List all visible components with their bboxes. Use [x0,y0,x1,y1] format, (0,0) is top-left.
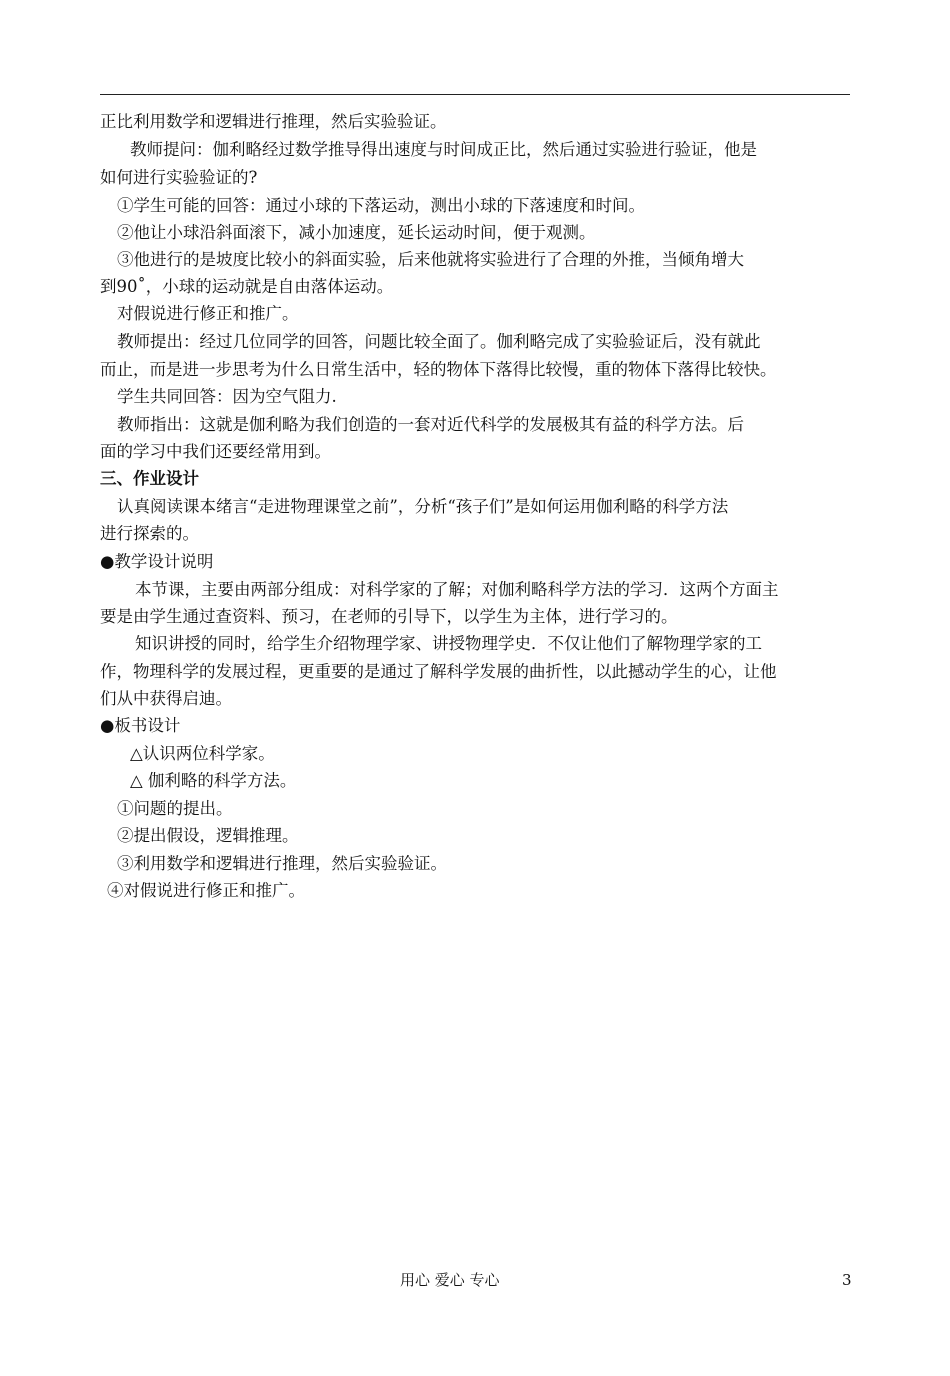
text-line: 正比利用数学和逻辑进行推理，然后实验验证。 [100,112,447,131]
text-line: 而止，而是进一步思考为什么日常生活中，轻的物体下落得比较慢，重的物体下落得比较快。 [100,360,777,379]
text-line: 对假说进行修正和推广。 [117,304,299,323]
text-line: ①学生可能的回答：通过小球的下落运动，测出小球的下落速度和时间。 [117,196,645,215]
text-line: 面的学习中我们还要经常用到。 [100,442,331,461]
text-line: 认真阅读课本绪言“走进物理课堂之前”，分析“孩子们”是如何运用伽利略的科学方法 [117,497,729,516]
text-line: ③他进行的是坡度比较小的斜面实验，后来他就将实验进行了合理的外推，当倾角增大 [117,250,744,269]
text-line: 到90˚，小球的运动就是自由落体运动。 [100,277,394,296]
footer-motto: 用心 爱心 专心 [400,1271,500,1289]
text-line: 教师提问：伽利略经过数学推导得出速度与时间成正比，然后通过实验进行验证，他是 [130,140,757,159]
text-line: 教师指出：这就是伽利略为我们创造的一套对近代科学的发展极其有益的科学方法。后 [117,415,744,434]
list-item: ④对假说进行修正和推广。 [107,881,305,900]
list-item: ③利用数学和逻辑进行推理，然后实验验证。 [117,854,447,873]
list-item: △ 伽利略的科学方法。 [130,771,297,790]
text-line: 们从中获得启迪。 [100,689,232,708]
page-number: 3 [842,1271,852,1289]
text-line: 知识讲授的同时，给学生介绍物理学家、讲授物理学史．不仅让他们了解物理学家的工 [135,634,762,653]
header-rule [100,94,850,95]
bullet-heading: ●板书设计 [100,716,181,735]
section-heading: 三、作业设计 [100,469,199,488]
list-item: ①问题的提出。 [117,799,233,818]
text-line: 要是由学生通过查资料、预习，在老师的引导下，以学生为主体，进行学习的。 [100,607,678,626]
text-line: 本节课，主要由两部分组成：对科学家的了解；对伽利略科学方法的学习．这两个方面主 [135,580,779,599]
text-line: 作，物理科学的发展过程，更重要的是通过了解科学发展的曲折性，以此撼动学生的心，让他 [100,662,777,681]
text-line: 学生共同回答：因为空气阻力. [117,387,337,406]
text-line: 教师提出：经过几位同学的回答，问题比较全面了。伽利略完成了实验验证后，没有就此 [117,332,761,351]
text-line: ②他让小球沿斜面滚下，减小加速度，延长运动时间，便于观测。 [117,223,596,242]
bullet-heading: ●教学设计说明 [100,552,214,571]
list-item: ②提出假设，逻辑推理。 [117,826,299,845]
list-item: △认识两位科学家。 [130,744,275,763]
text-line: 如何进行实验验证的? [100,168,258,187]
text-line: 进行探索的。 [100,524,199,543]
